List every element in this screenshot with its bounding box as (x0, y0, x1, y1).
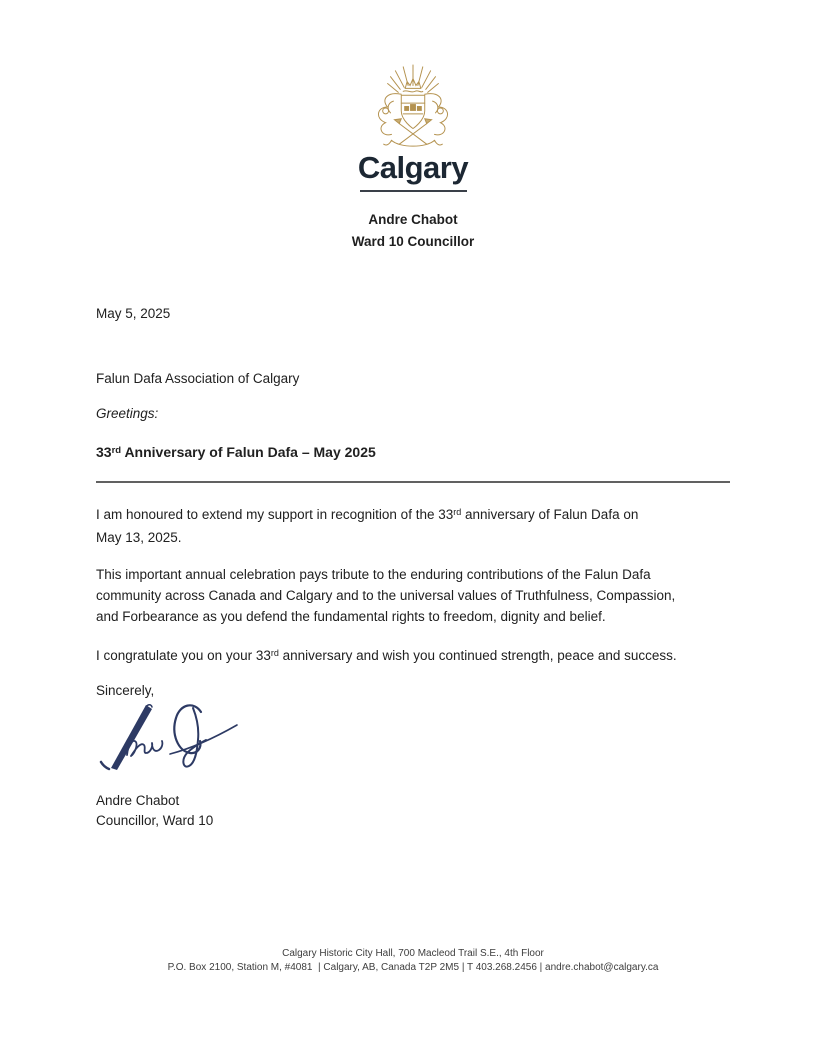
paragraph-1-line-1 (96, 504, 638, 527)
wordmark-divider (360, 190, 467, 192)
paragraph-3 (96, 645, 677, 668)
sender-block (96, 791, 213, 830)
recipient-text: Falun Dafa Association of Calgary (96, 371, 300, 386)
letter-date (96, 303, 170, 324)
p3-ordinal: rd (270, 647, 279, 658)
subject-line (96, 442, 376, 465)
sender-name: Andre Chabot (96, 793, 180, 808)
salutation-text: Greetings: (96, 406, 159, 421)
handwritten-signature-icon (98, 696, 240, 774)
p1-ordinal: rd (453, 506, 462, 517)
footer (0, 947, 816, 974)
calgary-wordmark: Calgary (357, 150, 469, 185)
p3-l1-pre: I congratulate you on your 33 (96, 648, 271, 663)
closing-text: Sincerely, (96, 683, 155, 698)
paragraph-2-line-2: community across Canada and Calgary and to the universal values of Truthfulness, Compassion, (96, 588, 676, 603)
paragraph-1 (96, 504, 638, 548)
paragraph-2-line-3: and Forbearance as you defend the fundamental rights to freedom, dignity and belief. (96, 609, 606, 624)
paragraph-1-line-2: May 13, 2025. (96, 530, 182, 545)
subject-text (96, 442, 376, 465)
p3-l1-post: anniversary and wish you continued strength, peace and success. (278, 648, 677, 663)
paragraph-2-line-1: This important annual celebration pays tribute to the enduring contributions of the Falun Dafa (96, 567, 651, 582)
header-councillor-title: Ward 10 Councillor (351, 234, 475, 249)
signature (98, 696, 240, 774)
subject-ordinal: rd (111, 444, 122, 456)
recipient-line (96, 368, 299, 389)
p1-l1-post: anniversary of Falun Dafa on (461, 507, 639, 522)
p1-l1-pre: I am honoured to extend my support in recognition of the 33 (96, 507, 454, 522)
footer-address-line: Calgary Historic City Hall, 700 Macleod Trail S.E., 4th Floor (282, 948, 544, 959)
letter-date-text: May 5, 2025 (96, 306, 171, 321)
section-divider (96, 481, 730, 483)
subject-pre: 33 (96, 444, 112, 460)
subject-post: Anniversary of Falun Dafa – May 2025 (121, 444, 376, 460)
calgary-coat-of-arms-icon (363, 62, 463, 152)
salutation-line (96, 403, 158, 424)
paragraph-2 (96, 564, 675, 627)
paragraph-3-line-1 (96, 645, 677, 668)
footer-contact-line: P.O. Box 2100, Station M, #4081 | Calgary, AB, Canada T2P 2M5 | T 403.268.2456 | andre.chabot@calgary.ca (167, 961, 659, 973)
header-councillor-name: Andre Chabot (368, 212, 458, 227)
letterhead (0, 62, 816, 253)
sender-title: Councillor, Ward 10 (96, 812, 214, 828)
